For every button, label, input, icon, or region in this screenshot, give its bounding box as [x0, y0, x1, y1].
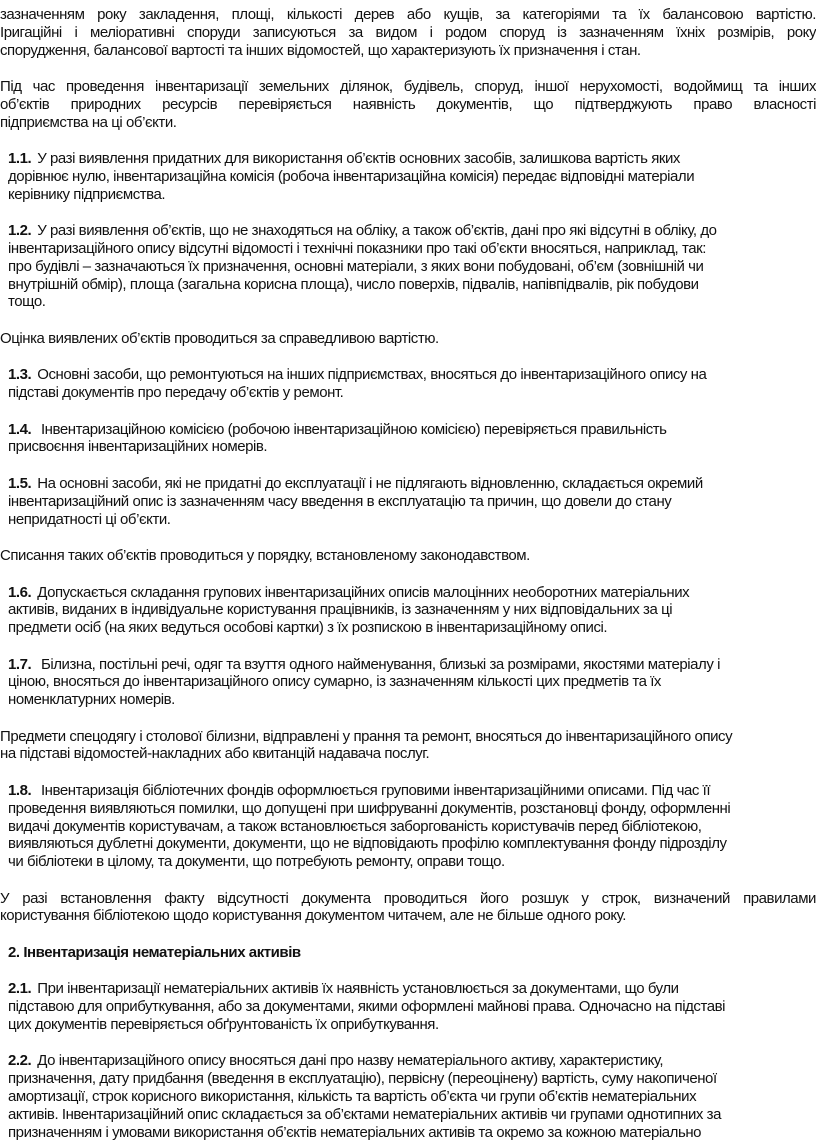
item-number: 2.2.: [8, 1052, 32, 1070]
text-line: спорудження, балансової вартості та інших відомостей, що характеризують їх призначення і стан.: [0, 41, 641, 59]
text-line: [8, 150, 816, 168]
text-line: внутрішній обмір), площа (загальна корисна площа), число поверхів, підвалів, напівпідвалів, рік побудови: [8, 275, 699, 293]
text-line: [8, 366, 816, 384]
text-line: виявляються дублетні документи, документи, що не відповідають профілю комплектування фонду підрозділу: [8, 835, 727, 853]
numbered-item: [0, 1052, 816, 1141]
paragraph: [0, 890, 816, 926]
text-line: 2. Інвентаризація нематеріальних активів: [8, 943, 301, 961]
numbered-item: [0, 150, 816, 203]
text-line: інвентаризаційного опису відсутні відомості і технічні показники про такі об’єкти вносяться, наприклад, так:: [8, 240, 706, 258]
text-line: номенклатурних номерів.: [8, 691, 175, 709]
item-number: 1.3.: [8, 366, 32, 384]
text-line: на підставі відомостей-накладних або квитанцій надавача послуг.: [0, 745, 430, 763]
item-text: На основні засоби, які не придатні до експлуатації і не підлягають відновленню, складається окремий: [37, 474, 703, 492]
text-line: про будівлі – зазначаються їх призначення, основні матеріали, з яких вони побудовані, об’єм (зовнішній чи: [8, 257, 704, 275]
numbered-item: [0, 366, 816, 402]
text-line: [8, 584, 816, 602]
section-heading: [0, 944, 816, 962]
text-line: Під час проведення інвентаризації земельних ділянок, будівель, споруд, іншої нерухомості, водоймищ та інших: [0, 78, 816, 96]
item-text: Інвентаризаційною комісією (робочою інвентаризаційною комісією) перевіряється правильність: [37, 420, 667, 438]
item-number: 2.1.: [8, 980, 32, 998]
item-number: 1.7.: [8, 655, 32, 673]
item-text: У разі виявлення придатних для використання об’єктів основних засобів, залишкова вартість яких: [37, 150, 680, 168]
text-line: проведення виявляються помилки, що допущені при шифруванні документів, розстановці фонду, оформленні: [8, 799, 731, 817]
text-line: Списання таких об’єктів проводиться у порядку, встановленому законодавством.: [0, 547, 530, 565]
item-number: 1.1.: [8, 150, 32, 168]
text-line: [8, 1052, 816, 1070]
numbered-item: [0, 475, 816, 528]
item-text: До інвентаризаційного опису вносяться дані про назву нематеріального активу, характеристику,: [37, 1052, 664, 1070]
text-line: користування бібліотекою щодо користування документом читачем, але не більше одного року.: [0, 907, 626, 925]
text-line: амортизації, строк корисного використання, кількість та вартість об’єкта чи групи об’єктів нематеріальних: [8, 1088, 697, 1106]
numbered-item: [0, 222, 816, 311]
item-number: 1.2.: [8, 222, 32, 240]
item-number: 1.4.: [8, 420, 32, 438]
paragraph: [0, 78, 816, 131]
paragraph: [0, 6, 816, 59]
text-line: У разі встановлення факту відсутності документа проводиться його розшук у строк, визначений правилами: [0, 889, 816, 907]
text-line: зазначенням року закладення, площі, кількості дерев або кущів, за категоріями та їх балансовою вартістю.: [0, 6, 816, 23]
item-text: Основні засоби, що ремонтуються на інших підприємствах, вносяться до інвентаризаційного опису на: [37, 366, 707, 384]
item-number: 1.6.: [8, 583, 32, 601]
numbered-item: [0, 656, 816, 709]
text-line: видачі документів користувачам, а також встановлюється заборгованість користувачів перед бібліотекою,: [8, 817, 702, 835]
text-line: призначення, дату придбання (введення в експлуатацію), первісну (переоцінену) вартість, суму накопиченої: [8, 1070, 717, 1088]
text-line: [8, 980, 816, 998]
text-line: керівнику підприємства.: [8, 185, 166, 203]
paragraph: [0, 330, 816, 348]
item-text: При інвентаризації нематеріальних активів їх наявність установлюється за документами, що були: [37, 980, 679, 998]
text-line: активів, виданих в індивідуальне користування працівників, із зазначенням у них відповідальних за ці: [8, 601, 673, 619]
text-line: [8, 222, 816, 240]
text-line: Іригаційні і меліоративні споруди записуються за видом і родом споруд із зазначенням їхніх розмірів, року: [0, 23, 816, 41]
text-line: цих документів перевіряється обґрунтованість їх оприбуткування.: [8, 1015, 439, 1033]
text-line: [8, 421, 816, 439]
item-number: 1.8.: [8, 781, 32, 799]
paragraph: [0, 547, 816, 565]
numbered-item: [0, 421, 816, 457]
text-line: непридатності ці об’єкти.: [8, 510, 171, 528]
item-text: Білизна, постільні речі, одяг та взуття одного найменування, близькі за розмірами, якостями матеріалу і: [37, 655, 720, 673]
paragraph: [0, 728, 816, 764]
item-number: 1.5.: [8, 474, 32, 492]
text-line: активів. Інвентаризаційний опис складається за об’єктами нематеріальних активів чи групами однотипних за: [8, 1105, 721, 1123]
text-line: об’єктів природних ресурсів перевіряється наявність документів, що підтверджують право власності: [0, 95, 816, 113]
text-line: дорівнює нулю, інвентаризаційна комісія (робоча інвентаризаційна комісія) передає відповідні матеріали: [8, 167, 695, 185]
text-line: чи бібліотеки в цілому, та документи, що потребують ремонту, оправи тощо.: [8, 853, 505, 871]
text-line: ціною, вносяться до інвентаризаційного опису сумарно, із зазначенням кількості цих предметів та їх: [8, 673, 661, 691]
text-line: інвентаризаційний опис із зазначенням часу введення в експлуатацію та причин, що довели до стану: [8, 492, 672, 510]
text-line: [8, 475, 816, 493]
text-line: підставі документів про передачу об’єктів у ремонт.: [8, 384, 344, 402]
text-line: тощо.: [8, 293, 46, 311]
text-line: предмети осіб (на яких ведуться особові картки) з їх розпискою в інвентаризаційному описі.: [8, 619, 608, 637]
text-line: [8, 656, 816, 674]
text-line: Оцінка виявлених об’єктів проводиться за справедливою вартістю.: [0, 329, 439, 347]
numbered-item: [0, 980, 816, 1033]
text-line: підставою для оприбуткування, або за документами, якими оформлені майнові права. Одночасно на підставі: [8, 998, 725, 1016]
item-text: Допускається складання групових інвентаризаційних описів малоцінних необоротних матеріальних: [37, 583, 690, 601]
item-text: Інвентаризація бібліотечних фондів оформлюється груповими інвентаризаційними описами. Під час її: [37, 781, 711, 799]
text-line: підприємства на ці об’єкти.: [0, 113, 177, 131]
numbered-item: [0, 584, 816, 637]
text-line: Предмети спецодягу і столової білизни, відправлені у прання та ремонт, вносяться до інвентаризаційного опису: [0, 727, 733, 745]
item-text: У разі виявлення об’єктів, що не знаходяться на обліку, а також об’єктів, дані про які відсутні в обліку, до: [37, 222, 717, 240]
text-line: [8, 782, 816, 800]
text-line: присвоєння інвентаризаційних номерів.: [8, 438, 268, 456]
numbered-item: [0, 782, 816, 871]
text-line: призначенням і умовами використання об’єктів нематеріальних активів та окремо за кожною матеріально: [8, 1123, 702, 1141]
